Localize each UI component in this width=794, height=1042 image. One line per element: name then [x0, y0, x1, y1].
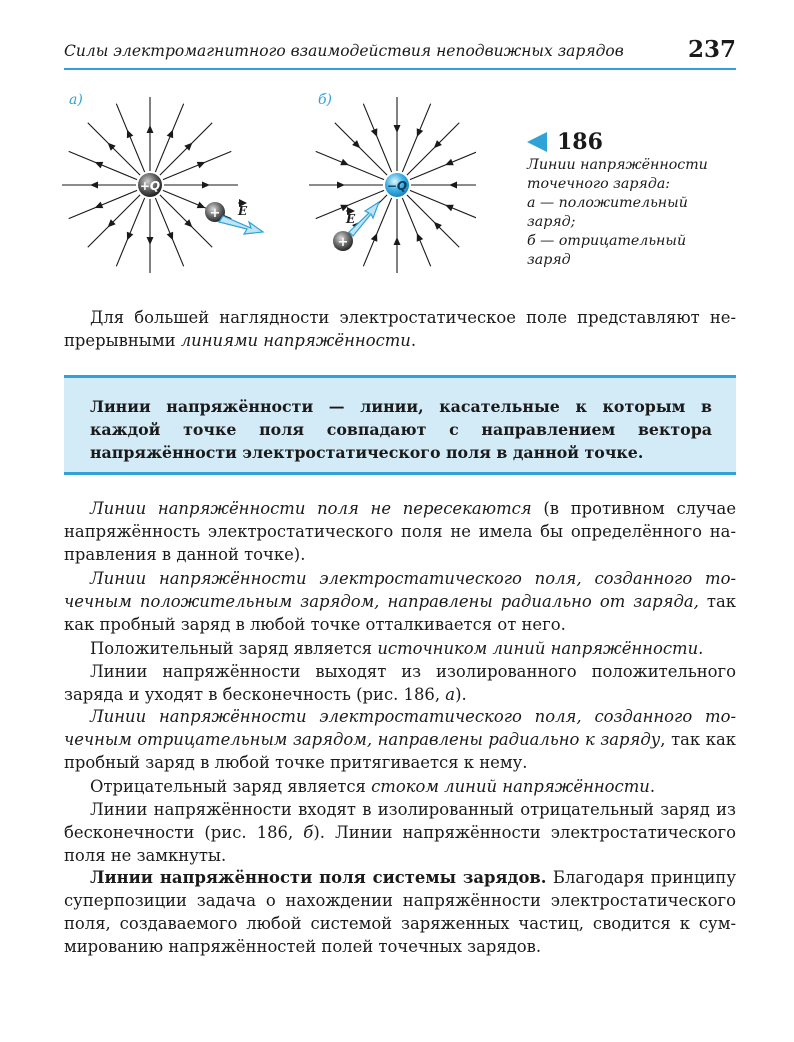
paragraph-5: Линии напряжённости электростатического поля, созданного точечным отрицательным зарядом, направлены радиально к заряду, так как пробный заряд в любой точке притягивается к нему. [64, 707, 736, 772]
page-number: 237 [687, 36, 736, 63]
figure-number: 186 [557, 129, 603, 155]
field-line-positive-line [116, 198, 144, 266]
figure-label-a: а) [69, 92, 83, 108]
test-charge-a-sign: + [209, 206, 221, 221]
figure-label-b: б) [318, 92, 333, 108]
test-charge-b-sign: + [337, 235, 349, 250]
paragraph-3: Положительный заряд является источником линий напряжённости. [90, 639, 704, 658]
field-line-negative-line [316, 151, 384, 179]
field-line-positive-line [155, 104, 183, 172]
field-line-negative-line [402, 104, 430, 172]
paragraph-7: Линии напряжённости входят в изолированный отрицательный заряд из бесконечности (рис. 186, б). Линии напряжённости электростатического поля не замкнуты. [64, 800, 736, 865]
paragraph-8: Линии напряжённости поля системы зарядов. Благодаря принципу суперпозиции задача о нахождении напряжённости электростатического поля, создаваемого любой системой заряженных частиц, сводится к суммированию напряжённостей полей точечных зарядов. [64, 868, 736, 956]
field-line-positive-line [88, 123, 140, 175]
field-line-negative-arrow-icon [394, 125, 401, 133]
field-line-negative-line [407, 195, 459, 247]
field-line-negative-arrow-icon [449, 182, 457, 189]
paragraph-4: Линии напряжённости выходят из изолированного положительного заряда и уходят в бесконечность (рис. 186, а). [64, 662, 736, 704]
field-line-negative-arrow-icon [394, 237, 401, 245]
field-line-positive-arrow-icon [147, 237, 154, 245]
field-line-positive-line [88, 195, 140, 247]
field-line-negative-line [363, 104, 391, 172]
paragraph-1: Линии напряжённости поля не пересекаются (в противном случае напряжённость электростатического поля не имела бы определённого направления в данной точке). [64, 499, 737, 564]
field-line-positive-line [69, 190, 137, 218]
running-header [64, 36, 736, 70]
field-line-positive-line [69, 151, 137, 179]
field-line-negative-line [410, 151, 476, 179]
field-line-positive-line [155, 198, 183, 266]
field-line-positive-line [160, 123, 212, 175]
header-title: Силы электромагнитного взаимодействия неподвижных зарядов [64, 42, 624, 60]
field-line-positive-arrow-icon [90, 182, 98, 189]
definition-text: Линии напряжённости — линии, касательные к которым в каждой точке поля совпадают с направлением вектора напряжённости электростатического поля в данной точке. [90, 397, 712, 462]
field-line-positive-line [160, 195, 212, 247]
paragraph-2: Линии напряжённости электростатического поля, созданного точечным положительным зарядом, направлены радиально от заряда, так как пробный заряд в любой точке отталкивается от него. [64, 569, 736, 634]
field-line-negative-line [407, 123, 459, 175]
vector-e-label-a: E [238, 204, 248, 218]
field-vector-a [219, 216, 263, 234]
caption-text: Линии напряжённости точечного заряда: а — положительный заряд; б — отрицательный заряд [527, 157, 708, 268]
intro-paragraph: Для большей наглядности электростатическое поле представляют непрерывными линиями напряжённости. [64, 308, 736, 350]
caption-triangle-icon [527, 132, 547, 152]
field-line-positive-arrow-icon [202, 182, 210, 189]
field-line-negative-arrow-icon [337, 182, 345, 189]
positive-charge-label: +Q [139, 179, 161, 193]
field-line-negative-line [335, 123, 387, 175]
paragraph-6: Отрицательный заряд является стоком линий напряжённости. [90, 777, 656, 796]
field-lines-figure [56, 80, 476, 290]
negative-charge-label: −Q [386, 179, 408, 193]
vector-e-label-b: E [346, 212, 356, 226]
field-line-positive-line [116, 104, 144, 172]
figure-caption [527, 128, 747, 270]
definition-box [64, 375, 736, 475]
field-line-positive-line [163, 151, 231, 179]
field-line-positive-arrow-icon [147, 125, 154, 133]
field-line-negative-line [410, 190, 476, 218]
field-line-negative-line [363, 198, 391, 266]
field-line-negative-line [402, 198, 430, 266]
